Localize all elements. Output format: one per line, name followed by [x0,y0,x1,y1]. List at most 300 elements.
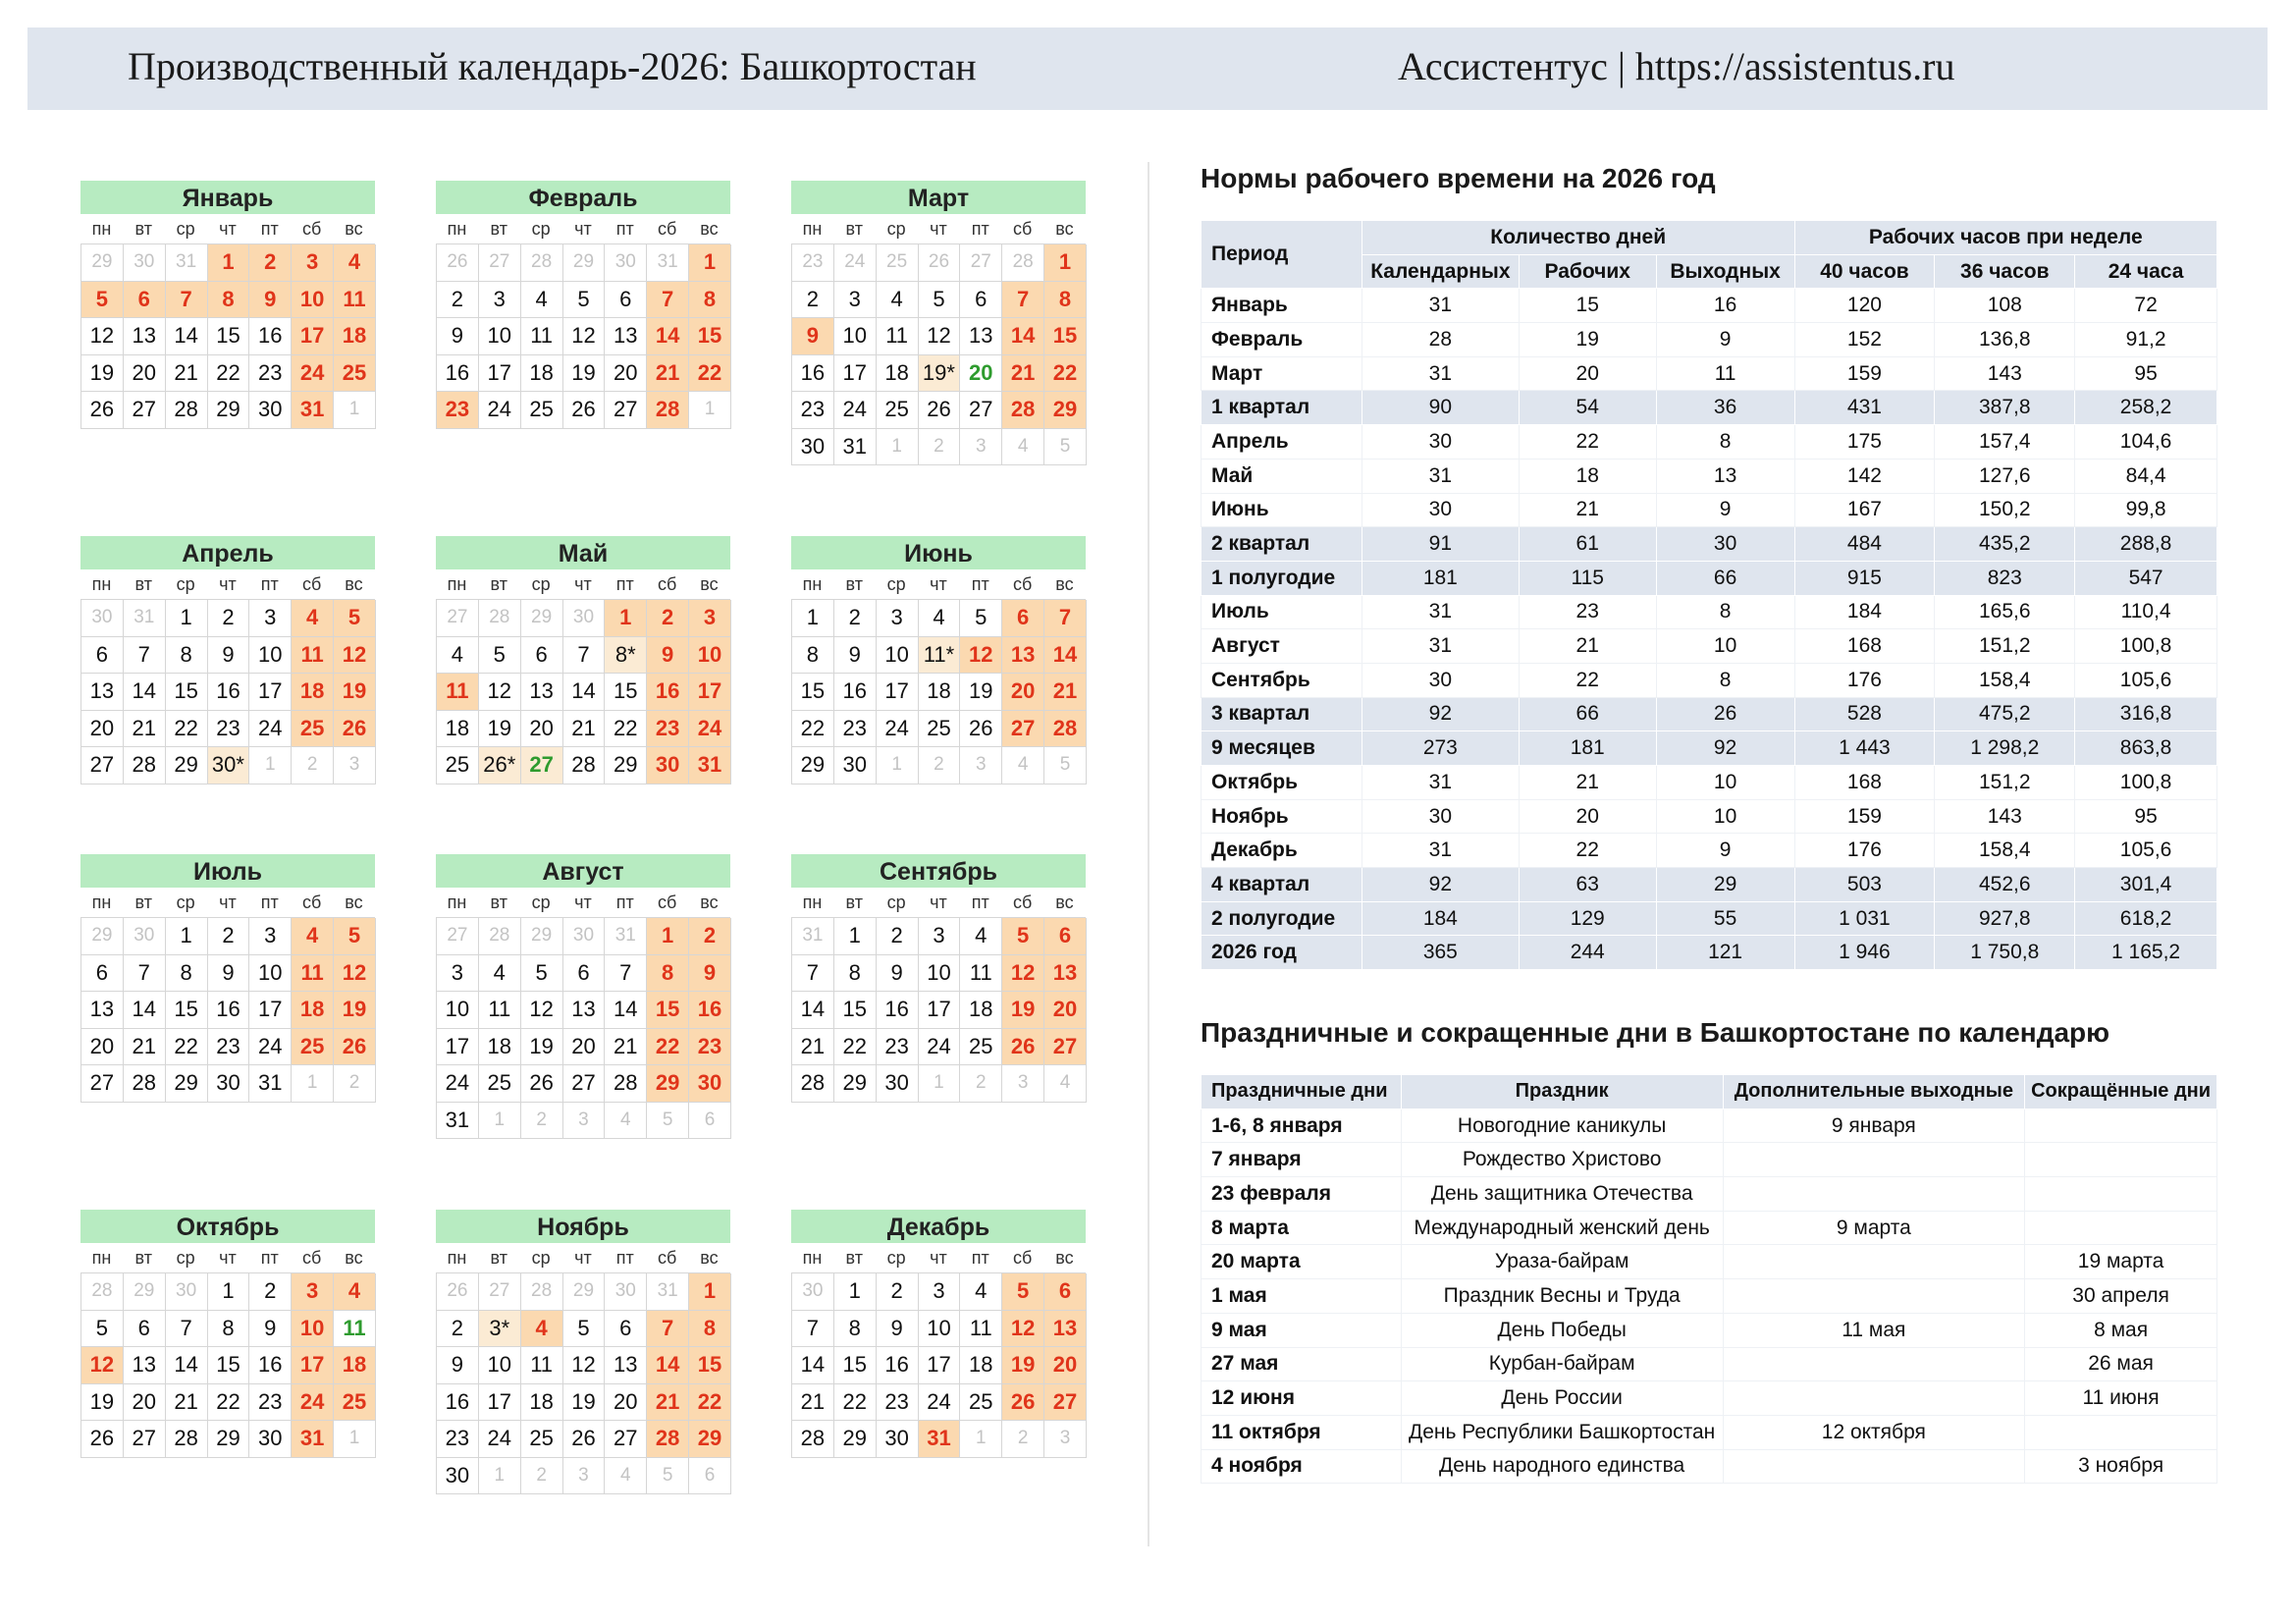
weekday-label: пт [260,1248,279,1268]
weekday-label: вт [490,893,507,912]
day-cell: 6 [605,1311,647,1348]
day-cell: 22 [1044,355,1087,393]
day-cell: 30 [166,1273,208,1311]
day-cell: 27 [81,1065,124,1103]
value-cell: 22 [1519,834,1656,868]
day-cell: 23 [249,1384,292,1422]
month-name: Ноябрь [436,1210,730,1243]
holiday-date: 23 февраля [1201,1177,1402,1212]
weekday-label: пт [971,219,989,239]
subheader: Рабочих [1519,254,1656,289]
norms-row [1201,901,2217,936]
value-cell: 863,8 [2075,731,2217,766]
day-cell: 1 [334,392,376,429]
month-1 [80,181,375,429]
day-cell: 18 [919,674,961,711]
weekday-label: ср [531,219,551,239]
day-cell: 7 [792,1311,834,1348]
day-cell: 15 [689,1347,731,1384]
value-cell: 528 [1794,697,1935,731]
month-name: Июнь [791,536,1086,569]
norms-row [1201,459,2217,493]
holiday-row [1201,1449,2217,1484]
day-cell: 20 [1002,674,1044,711]
holiday-date: 4 ноября [1201,1449,1402,1484]
day-cell: 5 [1044,429,1087,466]
weekday-label: сб [1012,574,1033,594]
day-cell: 29 [208,1421,250,1458]
day-cell: 12 [563,1347,606,1384]
value-cell: 8 [1656,595,1794,629]
day-cell: 13 [1002,637,1044,675]
value-cell: 184 [1362,901,1519,936]
period-cell: Март [1201,356,1362,391]
holiday-row [1201,1347,2217,1381]
day-cell: 1 [834,918,877,955]
day-cell: 11 [960,955,1002,993]
norms-row [1201,868,2217,902]
value-cell: 20 [1519,799,1656,834]
norms-row [1201,527,2217,562]
value-cell: 503 [1794,868,1935,902]
day-cell: 21 [647,1384,689,1422]
value-cell: 100,8 [2075,629,2217,664]
value-cell: 29 [1656,868,1794,902]
weekday-label: вс [1055,219,1074,239]
day-cell: 8 [208,1311,250,1348]
weekday-label: чт [930,893,947,912]
day-cell: 7 [166,282,208,319]
weekday-label: ср [176,219,195,239]
day-cell: 7 [166,1311,208,1348]
weekday-label: вт [134,219,152,239]
day-cell: 17 [479,1384,521,1422]
value-cell: 316,8 [2075,697,2217,731]
day-cell: 4 [334,1273,376,1311]
period-cell: Сентябрь [1201,663,1362,697]
day-cell: 31 [834,429,877,466]
day-cell: 21 [124,1029,166,1066]
day-cell: 4 [479,955,521,993]
day-cell: 2 [334,1065,376,1103]
day-cell: 25 [877,244,919,282]
day-cell: 23 [437,392,479,429]
period-cell: Май [1201,459,1362,493]
day-cell: 30 [208,1065,250,1103]
day-cell: 2 [208,600,250,637]
day-cell: 4 [1002,747,1044,784]
day-cell: 21 [1002,355,1044,393]
weekday-header [80,888,375,917]
column-divider [1148,162,1149,1546]
short-day: 19 марта [2025,1245,2217,1279]
day-cell: 25 [919,711,961,748]
weekday-label: ср [176,893,195,912]
value-cell: 1 750,8 [1935,936,2075,970]
weekday-label: сб [1012,1248,1033,1268]
value-cell: 159 [1794,799,1935,834]
day-cell: 29 [792,747,834,784]
holiday-date: 7 января [1201,1143,1402,1177]
day-cell: 4 [1002,429,1044,466]
day-cell: 3 [919,1273,961,1311]
day-cell: 30 [689,1065,731,1103]
day-cell: 20 [1044,992,1087,1029]
period-cell: 2 квартал [1201,527,1362,562]
day-cell: 26 [919,244,961,282]
norms-row [1201,936,2217,970]
value-cell: 22 [1519,425,1656,460]
day-cell: 17 [919,1347,961,1384]
extra-day-off [1723,1381,2025,1416]
period-cell: Июнь [1201,493,1362,527]
weekday-label: сб [301,219,322,239]
day-cell: 30 [834,747,877,784]
day-cell: 26 [919,392,961,429]
value-cell: 9 [1656,834,1794,868]
day-cell: 6 [605,282,647,319]
day-cell: 1 [208,1273,250,1311]
day-cell: 26 [334,1029,376,1066]
period-cell: Апрель [1201,425,1362,460]
month-name: Февраль [436,181,730,214]
weekday-label: пн [802,893,823,912]
day-cell: 24 [877,711,919,748]
holiday-name: День России [1401,1381,1723,1416]
value-cell: 452,6 [1935,868,2075,902]
holiday-name: День Республики Башкортостан [1401,1415,1723,1449]
weekday-label: вт [134,574,152,594]
day-cell: 16 [792,355,834,393]
day-cell: 3 [834,282,877,319]
day-cell: 5 [563,282,606,319]
day-cell: 27 [124,1421,166,1458]
day-cell: 10 [834,318,877,355]
value-cell: 22 [1519,663,1656,697]
value-cell: 158,4 [1935,663,2075,697]
day-cell: 13 [605,318,647,355]
value-cell: 151,2 [1935,629,2075,664]
day-cell: 20 [124,1384,166,1422]
day-cell: 16 [208,992,250,1029]
day-cell: 16 [877,992,919,1029]
extra-day-off [1723,1279,2025,1314]
day-cell: 28 [124,747,166,784]
day-cell: 9 [647,637,689,675]
day-cell: 6 [124,282,166,319]
day-cell: 2 [792,282,834,319]
month-name: Июль [80,854,375,888]
value-cell: 127,6 [1935,459,2075,493]
day-cell: 20 [521,711,563,748]
day-cell: 18 [292,992,334,1029]
value-cell: 104,6 [2075,425,2217,460]
value-cell: 54 [1519,391,1656,425]
day-cell: 17 [479,355,521,393]
holiday-header: Дополнительные выходные [1723,1075,2025,1109]
month-6 [791,536,1086,784]
day-cell: 13 [1044,955,1087,993]
day-cell: 27 [437,918,479,955]
day-cell: 16 [689,992,731,1029]
day-cell: 9 [208,955,250,993]
value-cell: 92 [1362,697,1519,731]
day-cell: 1 [166,918,208,955]
day-cell: 11 [437,674,479,711]
value-cell: 30 [1362,493,1519,527]
day-cell: 19* [919,355,961,393]
day-cell: 14 [166,318,208,355]
day-cell: 1 [605,600,647,637]
weekday-label: вс [345,574,363,594]
day-cell: 27 [479,244,521,282]
extra-day-off [1723,1143,2025,1177]
weekday-label: пт [971,893,989,912]
value-cell: 175 [1794,425,1935,460]
day-cell: 15 [208,318,250,355]
value-cell: 151,2 [1935,766,2075,800]
value-cell: 95 [2075,356,2217,391]
norms-title: Нормы рабочего времени на 2026 год [1201,163,1716,193]
day-cell: 27 [1002,711,1044,748]
day-cell: 25 [479,1065,521,1103]
day-cell: 30 [249,392,292,429]
value-cell: 181 [1362,561,1519,595]
weekday-label: сб [657,219,677,239]
day-cell: 17 [292,318,334,355]
day-cell: 4 [960,918,1002,955]
day-cell: 8 [792,637,834,675]
day-cell: 3 [563,1103,606,1140]
weekday-label: чт [930,1248,947,1268]
value-cell: 15 [1519,289,1656,323]
norms-row [1201,799,2217,834]
day-cell: 6 [81,955,124,993]
day-cell: 30 [877,1065,919,1103]
period-cell: 1 квартал [1201,391,1362,425]
day-cell: 1 [647,918,689,955]
value-cell: 168 [1794,629,1935,664]
day-cell: 11 [292,955,334,993]
value-cell: 10 [1656,629,1794,664]
weekday-label: сб [657,893,677,912]
day-cell: 20 [81,711,124,748]
value-cell: 31 [1362,356,1519,391]
day-cell: 2 [437,282,479,319]
month-11 [436,1210,730,1494]
day-cell: 11 [521,318,563,355]
day-cell: 17 [437,1029,479,1066]
day-cell: 26 [1002,1029,1044,1066]
day-cell: 28 [647,392,689,429]
day-cell: 17 [249,674,292,711]
norms-row [1201,289,2217,323]
day-cell: 3 [919,918,961,955]
day-cell: 2 [292,747,334,784]
day-grid [436,917,730,1139]
day-cell: 19 [479,711,521,748]
value-cell: 108 [1935,289,2075,323]
value-cell: 176 [1794,834,1935,868]
day-cell: 22 [605,711,647,748]
day-cell: 4 [605,1103,647,1140]
day-cell: 13 [1044,1311,1087,1348]
value-cell: 1 298,2 [1935,731,2075,766]
day-cell: 24 [479,392,521,429]
day-cell: 3 [292,1273,334,1311]
weekday-label: вс [345,1248,363,1268]
day-cell: 28 [521,244,563,282]
day-cell: 21 [605,1029,647,1066]
day-cell: 27 [605,1421,647,1458]
value-cell: 143 [1935,799,2075,834]
day-cell: 26 [334,711,376,748]
day-cell: 27 [81,747,124,784]
short-day: 8 мая [2025,1313,2217,1347]
norms-row [1201,629,2217,664]
day-grid [80,243,375,429]
day-cell: 15 [834,992,877,1029]
weekday-label: чт [574,1248,592,1268]
day-cell: 4 [334,244,376,282]
day-cell: 2 [834,600,877,637]
site-link[interactable]: Ассистентус | https://assistentus.ru [1398,44,1955,88]
value-cell: 176 [1794,663,1935,697]
day-cell: 5 [960,600,1002,637]
day-cell: 24 [919,1029,961,1066]
day-cell: 20 [563,1029,606,1066]
day-cell: 29 [563,1273,606,1311]
period-cell: Ноябрь [1201,799,1362,834]
holiday-date: 8 марта [1201,1211,1402,1245]
value-cell: 121 [1656,936,1794,970]
day-cell: 8 [166,637,208,675]
weekday-label: пт [971,574,989,594]
weekday-label: вт [845,574,863,594]
day-cell: 19 [81,355,124,393]
holiday-name: День защитника Отечества [1401,1177,1723,1212]
day-cell: 23 [877,1384,919,1422]
day-cell: 1 [479,1458,521,1495]
value-cell: 168 [1794,766,1935,800]
day-cell: 18 [437,711,479,748]
day-cell: 3 [1002,1065,1044,1103]
day-cell: 12 [81,1347,124,1384]
holiday-row [1201,1313,2217,1347]
day-cell: 7 [563,637,606,675]
day-cell: 10 [919,1311,961,1348]
day-cell: 2 [647,600,689,637]
value-cell: 152 [1794,323,1935,357]
weekday-label: чт [574,219,592,239]
day-cell: 18 [521,1384,563,1422]
weekday-label: вс [1055,1248,1074,1268]
day-cell: 26* [479,747,521,784]
weekday-label: чт [930,219,947,239]
day-cell: 28 [124,1065,166,1103]
day-cell: 5 [563,1311,606,1348]
value-cell: 387,8 [1935,391,2075,425]
value-cell: 31 [1362,834,1519,868]
value-cell: 11 [1656,356,1794,391]
day-cell: 1 [877,747,919,784]
day-cell: 24 [292,355,334,393]
value-cell: 92 [1362,868,1519,902]
day-grid [791,1272,1086,1458]
weekday-label: пт [615,1248,634,1268]
value-cell: 365 [1362,936,1519,970]
day-cell: 3 [249,600,292,637]
day-cell: 15 [1044,318,1087,355]
day-cell: 20 [960,355,1002,393]
day-cell: 5 [1002,1273,1044,1311]
day-cell: 11 [521,1347,563,1384]
day-cell: 14 [647,1347,689,1384]
value-cell: 142 [1794,459,1935,493]
day-cell: 27 [960,392,1002,429]
day-cell: 29 [81,918,124,955]
day-cell: 22 [834,1384,877,1422]
value-cell: 435,2 [1935,527,2075,562]
day-cell: 26 [521,1065,563,1103]
holiday-name: Курбан-байрам [1401,1347,1723,1381]
day-cell: 29 [1044,392,1087,429]
norms-row [1201,356,2217,391]
day-cell: 18 [334,318,376,355]
holiday-date: 1 мая [1201,1279,1402,1314]
day-cell: 13 [563,992,606,1029]
value-cell: 66 [1519,697,1656,731]
weekday-label: вт [134,1248,152,1268]
value-cell: 1 165,2 [2075,936,2217,970]
day-cell: 20 [124,355,166,393]
day-cell: 4 [877,282,919,319]
weekday-label: сб [301,893,322,912]
day-cell: 1 [960,1421,1002,1458]
day-cell: 22 [166,1029,208,1066]
day-cell: 3 [960,429,1002,466]
month-10 [80,1210,375,1458]
day-cell: 2 [208,918,250,955]
day-cell: 23 [689,1029,731,1066]
month-2 [436,181,730,429]
short-day: 26 мая [2025,1347,2217,1381]
value-cell: 167 [1794,493,1935,527]
day-cell: 6 [960,282,1002,319]
day-cell: 29 [521,918,563,955]
norms-row [1201,595,2217,629]
day-cell: 9 [792,318,834,355]
day-cell: 30 [792,1273,834,1311]
day-cell: 17 [919,992,961,1029]
value-cell: 618,2 [2075,901,2217,936]
holiday-row [1201,1109,2217,1143]
day-cell: 10 [249,637,292,675]
weekday-label: пн [802,219,823,239]
short-day [2025,1109,2217,1143]
day-cell: 21 [166,355,208,393]
day-cell: 18 [960,992,1002,1029]
day-cell: 24 [919,1384,961,1422]
weekday-label: вс [700,574,719,594]
period-cell: 3 квартал [1201,697,1362,731]
day-cell: 16 [647,674,689,711]
day-cell: 12 [1002,955,1044,993]
weekday-label: пн [447,574,467,594]
page-header [27,27,2268,110]
day-cell: 28 [647,1421,689,1458]
weekday-label: пн [91,219,112,239]
